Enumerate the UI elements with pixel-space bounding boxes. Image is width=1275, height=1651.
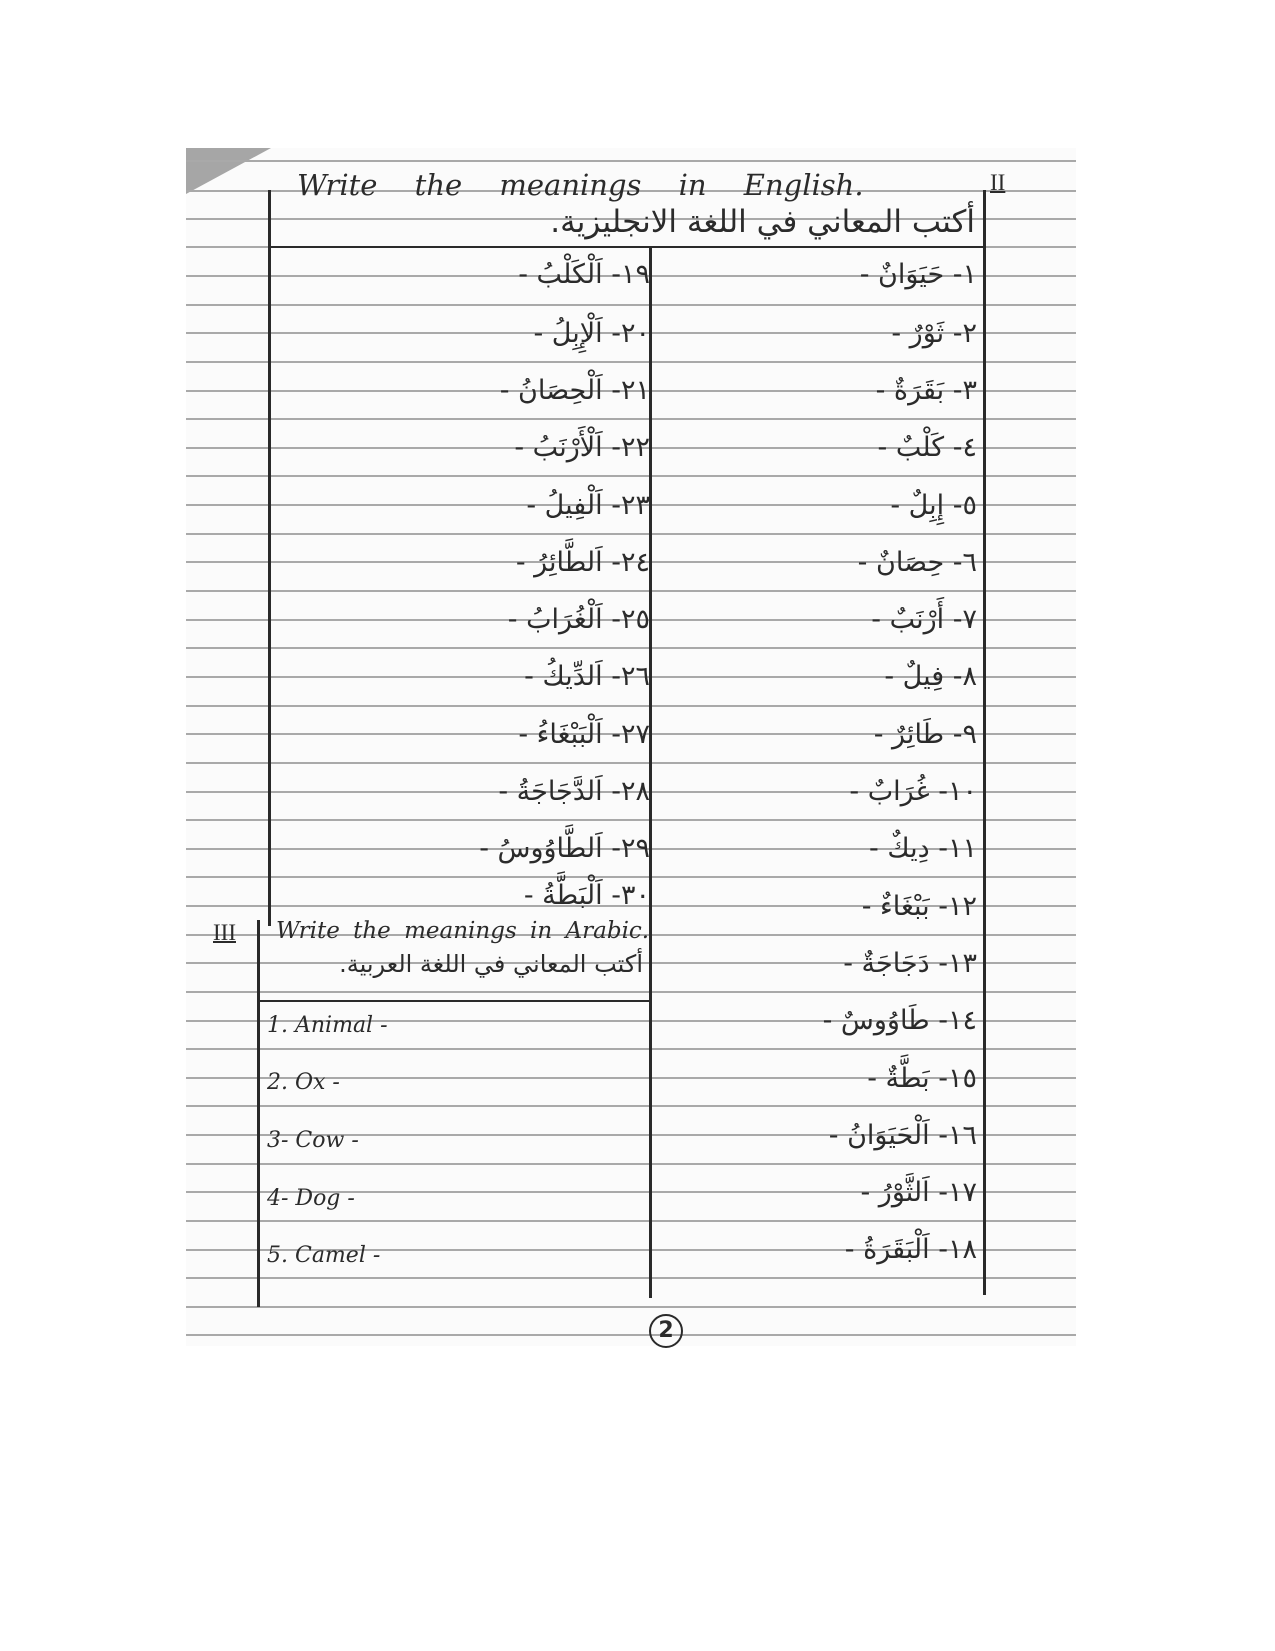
- section-3-instruction-ar: أكتب المعاني في اللغة العربية.: [339, 950, 643, 978]
- ruled-line: [186, 361, 1076, 363]
- list-item: ١٣- دَجَاجَةٌ -: [843, 948, 977, 979]
- header-underline: [268, 246, 985, 248]
- ruled-line: [186, 1334, 1076, 1336]
- list-item: ٨- فِيلٌ -: [884, 661, 977, 692]
- ruled-line: [186, 762, 1076, 764]
- ruled-line: [186, 160, 1076, 162]
- ruled-line: [186, 1306, 1076, 1308]
- ruled-line: [186, 991, 1076, 993]
- list-item: ١٤- طَاوُوسٌ -: [822, 1005, 977, 1036]
- list-item: ٣٠- اَلْبَطَّةُ -: [523, 880, 650, 911]
- list-item: ٩- طَائِرٌ -: [873, 719, 977, 750]
- list-item: ١٨- اَلْبَقَرَةُ -: [844, 1234, 977, 1265]
- ruled-line: [186, 590, 1076, 592]
- list-item: ٢٣- اَلْفِيلُ -: [526, 490, 650, 521]
- list-item: ١٩- اَلْكَلْبُ -: [518, 259, 650, 290]
- ruled-line: [186, 304, 1076, 306]
- section2-left-border: [268, 190, 271, 926]
- ruled-line: [186, 647, 1076, 649]
- list-item: ١١- دِيكٌ -: [869, 833, 977, 864]
- ruled-line: [186, 819, 1076, 821]
- list-item: ٤- كَلْبٌ -: [877, 432, 977, 463]
- list-item: ١٥- بَطَّةٌ -: [867, 1063, 977, 1094]
- list-item: ٧- أَرْنَبٌ -: [871, 604, 977, 635]
- folded-corner: [186, 148, 271, 194]
- list-item: ٢- ثَوْرٌ -: [891, 318, 977, 349]
- ruled-line: [186, 475, 1076, 477]
- list-item: ٢٩- اَلطَّاوُوسُ -: [479, 833, 650, 864]
- list-item: 1. Animal -: [267, 1013, 388, 1038]
- list-item: ١- حَيَوَانٌ -: [859, 259, 977, 290]
- list-item: 2. Ox -: [267, 1070, 340, 1095]
- section-3-instruction-en: Write the meanings in Arabic.: [276, 918, 650, 944]
- list-item: ٦- حِصَانٌ -: [857, 547, 977, 578]
- section-2-instruction-ar: أكتب المعاني في اللغة الانجليزية.: [550, 204, 975, 240]
- list-item: ٢٢- اَلْأَرْنَبُ -: [514, 432, 650, 463]
- section-3-numeral: III: [213, 920, 236, 945]
- section3-header-underline: [257, 1000, 651, 1002]
- list-item: ٢٥- اَلْغُرَابُ -: [507, 604, 650, 635]
- list-item: 5. Camel -: [267, 1243, 381, 1268]
- section-2-instruction-en: Write the meanings in English.: [297, 168, 864, 202]
- ruled-line: [186, 876, 1076, 878]
- ruled-line: [186, 1163, 1076, 1165]
- list-item: ٢١- اَلْحِصَانُ -: [499, 375, 650, 406]
- list-item: 4- Dog -: [267, 1186, 355, 1211]
- list-item: ١٧- اَلثَّوْرُ -: [860, 1177, 977, 1208]
- ruled-line: [186, 705, 1076, 707]
- right-border: [983, 190, 986, 1295]
- list-item: ٢٨- اَلدَّجَاجَةُ -: [498, 776, 650, 807]
- page-number: 2: [649, 1314, 683, 1348]
- list-item: ١٢- بَبْغَاءٌ -: [861, 891, 977, 922]
- ruled-line: [186, 1048, 1076, 1050]
- section3-left-border: [257, 920, 260, 1307]
- ruled-line: [186, 1105, 1076, 1107]
- list-item: ١٠- غُرَابٌ -: [849, 776, 977, 807]
- ruled-line: [186, 418, 1076, 420]
- list-item: ٢٤- اَلطَّائِرُ -: [515, 547, 650, 578]
- ruled-line: [186, 1277, 1076, 1279]
- list-item: ٢٠- اَلْإِبِلُ -: [533, 318, 650, 349]
- section-2-numeral: II: [990, 170, 1006, 195]
- list-item: ٢٧- اَلْبَبْغَاءُ -: [518, 719, 650, 750]
- list-item: ١٦- اَلْحَيَوَانُ -: [828, 1120, 977, 1151]
- list-item: ٣- بَقَرَةٌ -: [875, 375, 977, 406]
- ruled-line: [186, 1220, 1076, 1222]
- ruled-line: [186, 533, 1076, 535]
- list-item: ٥- إِبِلٌ -: [890, 490, 977, 521]
- list-item: 3- Cow -: [267, 1128, 359, 1153]
- list-item: ٢٦- اَلدِّيكُ -: [524, 661, 650, 692]
